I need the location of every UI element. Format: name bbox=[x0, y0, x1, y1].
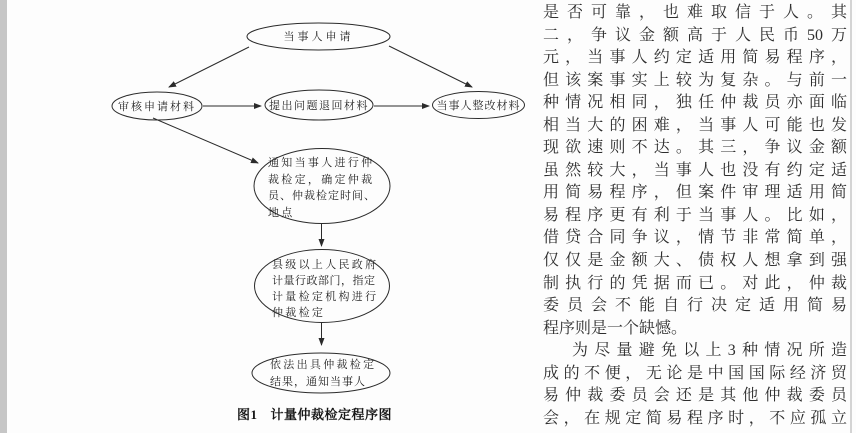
node-result-label bbox=[270, 357, 376, 391]
node-result-line: 结果，通知当事人 bbox=[270, 376, 366, 388]
article-line: 为尽量避免以上3种情况所造 bbox=[572, 342, 847, 360]
node-govt-line: 仲裁检定 bbox=[272, 307, 326, 319]
article-line: 易仲裁委员会还是其他仲裁委员 bbox=[543, 387, 847, 405]
node-govt-line: 计量行政部门，指定 bbox=[272, 275, 376, 287]
node-result-line: 依法出具仲裁检定 bbox=[270, 359, 377, 371]
figure-caption-title: 计量仲裁检定程序图 bbox=[270, 407, 393, 422]
arrow-apply-to-review bbox=[169, 47, 249, 87]
article-line: 元，当事人约定适用简易程序， bbox=[543, 49, 847, 67]
arrow-apply-to-rectify bbox=[389, 46, 472, 87]
column-divider-line bbox=[850, 0, 852, 433]
article-line: 借贷合同争议，情节非常简单， bbox=[543, 229, 847, 247]
article-line: 现欲速则不达。其三，争议金额 bbox=[543, 139, 847, 157]
article-line: 委员会不能自行决定适用简易 bbox=[543, 297, 847, 315]
article-line: 种情况相同，独任仲裁员亦面临 bbox=[543, 94, 847, 112]
node-apply-label: 当事人申请 bbox=[283, 31, 354, 43]
article-line: 易程序更有利于当事人。比如， bbox=[543, 206, 847, 224]
article-line: 仅仅是金额大、债权人想拿到强 bbox=[543, 252, 847, 270]
article-line: 相当大的困难，当事人可能也发 bbox=[543, 116, 847, 134]
node-notify-line: 通知当事人进行仲 bbox=[268, 157, 375, 169]
node-rectify-label: 当事人整改材料 bbox=[436, 100, 521, 112]
node-review-label: 审核申请材料 bbox=[118, 101, 196, 113]
article-line: 但该案事实上较为复杂。与前一 bbox=[543, 71, 847, 89]
article-text-column bbox=[543, 2, 847, 430]
article-line: 虽然较大，当事人也没有约定适 bbox=[543, 161, 847, 179]
node-govt-line: 县级以上人民政府 bbox=[272, 259, 379, 271]
node-govt-line: 计量检定机构进行 bbox=[272, 291, 379, 303]
node-notify-line: 地点 bbox=[268, 206, 295, 219]
node-notify-label bbox=[268, 155, 376, 221]
article-line: 成的不便，无论是中国国际经济贸 bbox=[543, 364, 847, 382]
node-notify-line: 员、仲裁检定时间、 bbox=[268, 190, 376, 202]
article-line: 程序则是一个缺憾。 bbox=[543, 319, 688, 337]
article-line: 制执行的凭据而已。对此，仲裁 bbox=[543, 274, 847, 292]
arrow-review-to-notify bbox=[153, 118, 258, 163]
figure-caption-number: 图1 bbox=[237, 407, 258, 422]
article-line: 会，在规定简易程序时，不应孤立 bbox=[543, 409, 847, 427]
article-line: 是否可靠，也难取信于人。其 bbox=[543, 4, 847, 21]
node-govt-label bbox=[272, 257, 378, 321]
article-line: 用简易程序，但案件审理适用简 bbox=[543, 184, 847, 202]
figure-caption bbox=[237, 404, 392, 423]
node-problem-label: 提出问题退回材料 bbox=[269, 100, 369, 112]
article-line: 二，争议金额高于人民币50万 bbox=[543, 26, 847, 44]
node-notify-line: 裁检定，确定仲裁 bbox=[268, 173, 375, 186]
